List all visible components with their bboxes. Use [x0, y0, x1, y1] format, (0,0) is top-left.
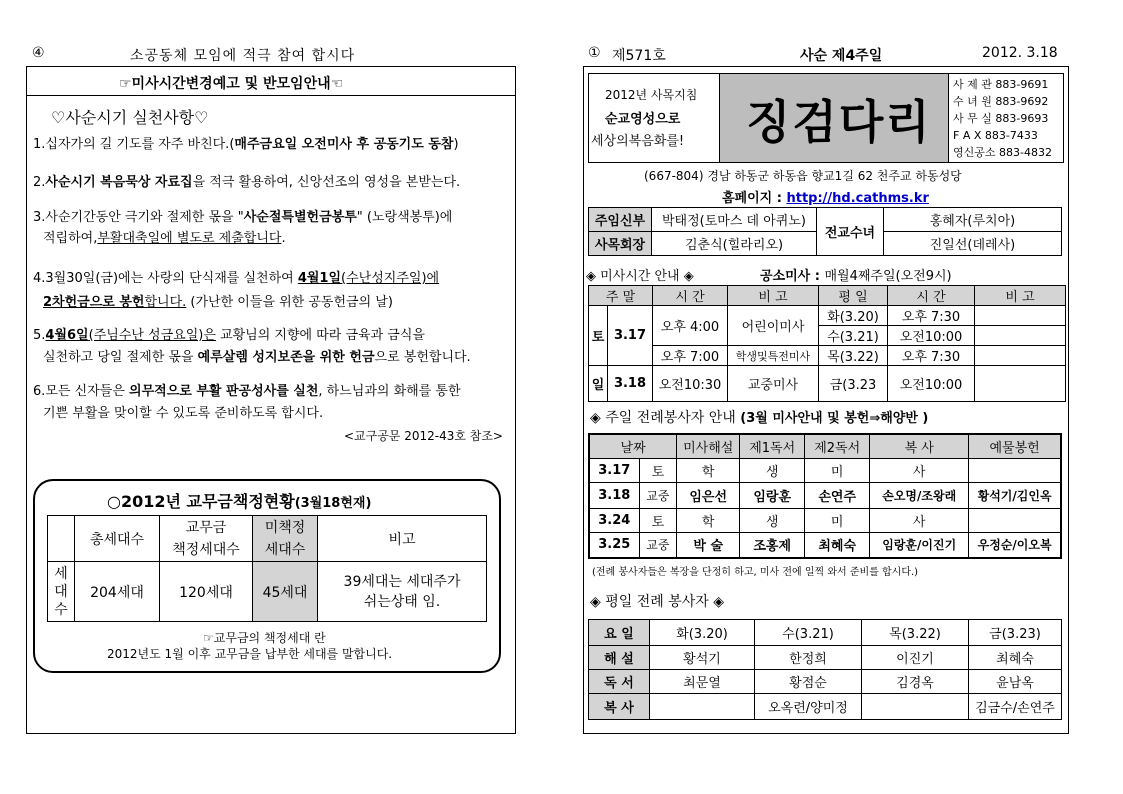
mass-h-time2: 시 간	[888, 286, 975, 306]
servers-r4-c3: 최혜숙	[805, 532, 870, 558]
wds-r3-c4: 김금수/손연주	[969, 694, 1062, 720]
servers-r4-type: 교중	[639, 532, 677, 558]
weekday-4-day: 금(3.23	[819, 366, 888, 402]
dues-title-main: ○2012년 교무금책정현황	[107, 492, 295, 511]
servers-r3-type: 토	[639, 508, 677, 532]
nun-label: 전교수녀	[817, 208, 884, 256]
item4-a: 4.3월30일(금)에는 사랑의 단식재를 실천하여	[33, 271, 298, 286]
phone-list	[953, 76, 1052, 161]
servers-h-reading1: 제1독서	[740, 434, 805, 458]
notice-title-underline	[27, 95, 515, 96]
wds-h-day: 요 일	[589, 620, 650, 646]
wds-r2-c3: 김경옥	[862, 670, 969, 694]
item1-a: 1.십자가의 길 기도를 자주 바친다.(	[33, 137, 235, 152]
homepage-link[interactable]: http://hd.cathms.kr	[786, 191, 929, 206]
weekday-3-note	[975, 346, 1066, 366]
servers-r4-c2: 조홍제	[740, 532, 805, 558]
servers-note: (전례 봉사자들은 복장을 단정히 하고, 미사 전에 일찍 와서 준비를 합시다.)	[592, 567, 919, 578]
mass-h-weekday: 평 일	[819, 286, 888, 306]
item5-e: 실천하고 당일 절제한 몫을	[43, 350, 198, 365]
dues-h-unset	[253, 516, 318, 562]
mass-sun-time: 오전10:30	[653, 366, 728, 402]
servers-r1-c1: 학	[677, 458, 740, 482]
council-name: 김춘식(힐라리오)	[652, 232, 817, 256]
weekday-1-day: 화(3.20)	[819, 306, 888, 326]
mass-h-note: 비 고	[728, 286, 819, 306]
parish-address: (667-804) 경남 하동군 하동읍 향교1길 62 천주교 하동성당	[644, 169, 962, 183]
practice-title: ♡사순시기 실천사항♡	[51, 108, 209, 127]
pastor-name: 박태정(토마스 데 아퀴노)	[652, 208, 817, 232]
item4-b: 4월1일	[297, 271, 342, 286]
mass-h-note2: 비 고	[975, 286, 1066, 306]
wds-r2-label: 독 서	[589, 670, 650, 694]
dues-title-date: (3월18현재)	[294, 496, 372, 511]
item6-d: 기쁜 부활을 맞이할 수 있도록 준비하도록 합시다.	[43, 406, 324, 421]
motto-line-3: 세상의복음화를!	[591, 134, 685, 149]
staff-table	[588, 207, 1062, 256]
weekday-4-note	[975, 366, 1066, 402]
phone-mission: 영신공소 883-4832	[953, 146, 1052, 159]
wds-r3-c3	[862, 694, 969, 720]
servers-h-acolyte: 복 사	[870, 434, 969, 458]
servers-r3-c2: 생	[740, 508, 805, 532]
issue-date: 2012. 3.18	[982, 45, 1058, 61]
servers-r2-type: 교중	[639, 482, 677, 508]
item6-a: 6.모든 신자들은	[33, 384, 130, 399]
item6-b: 의무적으로 부활 판공성사를 실천	[129, 384, 319, 399]
dues-foot-1: ☞교무금의 책정세대 란	[203, 631, 326, 645]
dues-h-unset-2: 세대수	[264, 541, 306, 558]
mass-title: ◈ 미사시간 안내 ◈	[586, 269, 694, 284]
dues-h-unset-1: 미책정	[264, 519, 306, 536]
servers-r3-c1: 학	[677, 508, 740, 532]
dues-box	[33, 479, 501, 673]
practice-item-3	[33, 207, 452, 249]
servers-table	[588, 433, 1062, 559]
item5-g: 으로 봉헌합니다.	[374, 350, 471, 365]
servers-r3-date: 3.24	[589, 508, 639, 532]
servers-r1-c4: 사	[870, 458, 969, 482]
wds-day-1: 화(3.20)	[650, 620, 755, 646]
practice-item-5	[33, 325, 471, 369]
practice-item-1	[33, 133, 459, 152]
weekday-3-day: 목(3.22)	[819, 346, 888, 366]
wds-r1-c3: 이진기	[862, 646, 969, 670]
dues-v-total: 204세대	[75, 562, 160, 622]
mass-sat-label: 토	[589, 306, 608, 366]
logo-text: 징검다리	[746, 95, 932, 149]
dues-corner-cell	[48, 516, 75, 562]
practice-item-2	[33, 171, 460, 190]
item2-b: 사순시기 복음묵상 자료집	[45, 175, 193, 190]
item3-f: .	[281, 231, 286, 246]
dues-table	[47, 515, 487, 622]
item5-a: 5.	[33, 328, 46, 343]
weekday-servers-table	[588, 619, 1062, 720]
wds-r2-c1: 최문열	[650, 670, 755, 694]
notice-title: ☞미사시간변경예고 및 반모임안내☜	[119, 76, 344, 92]
item3-c: " (노랑색봉투)에	[356, 210, 453, 225]
wds-r3-c1	[650, 694, 755, 720]
liturgical-week: 사순 제4주일	[800, 48, 883, 64]
dues-h-set	[160, 516, 253, 562]
motto-box	[589, 74, 720, 162]
mass-table	[588, 285, 1066, 402]
servers-r3-c5	[969, 508, 1061, 532]
mass-h-weekend: 주 말	[589, 286, 653, 306]
servers-r1-type: 토	[639, 458, 677, 482]
phone-office: 사 무 실 883-9693	[953, 112, 1049, 125]
servers-r4-c5: 우정순/이오복	[969, 532, 1061, 558]
servers-r2-date: 3.18	[589, 482, 639, 508]
dues-h-set-2: 책정세대수	[172, 541, 240, 558]
homepage	[722, 187, 929, 206]
phone-rectory: 사 제 관 883-9691	[953, 78, 1049, 91]
wds-day-3: 목(3.22)	[862, 620, 969, 646]
weekday-servers-title: ◈ 평일 전례 봉사자 ◈	[590, 594, 725, 610]
item5-d: 교황님의 지향에 따라 금육과 금식을	[215, 328, 425, 343]
wds-day-4: 금(3.23)	[969, 620, 1062, 646]
servers-title-sub: (3월 미사안내 및 봉헌⇒해양반 )	[740, 411, 929, 426]
wds-day-2: 수(3.21)	[755, 620, 862, 646]
item6-c: , 하느님과의 화해를 통한	[318, 384, 461, 399]
weekday-2-day: 수(3.21)	[819, 326, 888, 346]
motto-line-2: 순교영성으로	[605, 112, 681, 127]
wds-r1-label: 해 설	[589, 646, 650, 670]
dues-row-label-1: 세	[54, 565, 68, 582]
practice-item-4	[33, 267, 439, 315]
servers-r1-date: 3.17	[589, 458, 639, 482]
servers-r4-date: 3.25	[589, 532, 639, 558]
reference-note: <교구공문 2012-43호 참조>	[343, 429, 503, 443]
servers-r1-c5	[969, 458, 1061, 482]
mass-sun-label: 일	[589, 366, 608, 402]
servers-r2-c5: 황석기/김인옥	[969, 482, 1061, 508]
servers-r2-c3: 손연주	[805, 482, 870, 508]
wds-r3-c2: 오옥련/양미정	[755, 694, 862, 720]
dues-row-label-3: 수	[54, 601, 68, 618]
item5-f: 예루살렘 성지보존을 위한 헌금	[197, 350, 375, 365]
dues-row-label-2: 대	[54, 583, 68, 600]
servers-h-commentary: 미사해설	[677, 434, 740, 458]
servers-r4-c4: 임랑훈/이진기	[870, 532, 969, 558]
homepage-label: 홈페이지 :	[722, 191, 787, 206]
council-label: 사목회장	[589, 232, 652, 256]
left-header-title: 소공동체 모임에 적극 참여 합시다	[130, 48, 356, 64]
mass-sat-note-1: 어린이미사	[728, 306, 819, 346]
mass-h-time: 시 간	[653, 286, 728, 306]
item2-a: 2.	[33, 175, 46, 190]
wds-r1-c2: 한정희	[755, 646, 862, 670]
dues-h-note: 비고	[318, 516, 487, 562]
dues-v-note	[318, 562, 487, 622]
dues-v-note-1: 39세대는 세대주가	[343, 573, 461, 590]
item4-f: (가난한 이들을 위한 공동헌금의 날)	[186, 295, 393, 310]
item4-d: 2차헌금으로 봉헌	[43, 295, 145, 310]
dues-h-set-1: 교무금	[185, 519, 227, 536]
wds-r3-label: 복 사	[589, 694, 650, 720]
servers-r2-c4: 손오명/조왕래	[870, 482, 969, 508]
item4-e: 합니다.	[144, 295, 187, 310]
dues-row-label	[48, 562, 75, 622]
dues-v-unset: 45세대	[253, 562, 318, 622]
issue-number: 제571호	[612, 48, 666, 64]
servers-h-offertory: 예물봉헌	[969, 434, 1061, 458]
phone-fax: F A X 883-7433	[953, 129, 1038, 142]
item2-c: 을 적극 활용하여, 신앙선조의 영성을 본받는다.	[192, 175, 461, 190]
practice-item-6	[33, 381, 461, 425]
mass-sun-note: 교중미사	[728, 366, 819, 402]
dues-v-set: 120세대	[160, 562, 253, 622]
servers-r2-c2: 임랑훈	[740, 482, 805, 508]
wds-r1-c1: 황석기	[650, 646, 755, 670]
servers-r4-c1: 박 술	[677, 532, 740, 558]
servers-r3-c3: 미	[805, 508, 870, 532]
item3-a: 3.사순기간동안 극기와 절제한 몫을 "	[33, 210, 244, 225]
weekday-4-time: 오전10:00	[888, 366, 975, 402]
mission-mass-value: 매월4째주일(오전9시)	[824, 269, 952, 284]
item1-b: 매주금요일 오전미사 후 공동기도 동참	[234, 137, 454, 152]
item3-b: 사순절특별헌금봉투	[243, 210, 357, 225]
item3-d: 적립하여,	[43, 231, 98, 246]
weekday-2-note	[975, 326, 1066, 346]
mass-sun-date: 3.18	[608, 366, 653, 402]
dues-h-total: 총세대수	[75, 516, 160, 562]
motto-line-1: 2012년 사목지침	[605, 88, 698, 102]
dues-title	[107, 489, 371, 512]
mission-mass	[760, 265, 952, 284]
servers-title	[590, 407, 928, 427]
wds-r2-c2: 황점순	[755, 670, 862, 694]
phone-convent: 수 녀 원 883-9692	[953, 95, 1049, 108]
nun-name-1: 홍혜자(루치아)	[884, 208, 1062, 232]
wds-r1-c4: 최혜숙	[969, 646, 1062, 670]
mass-sat-time-2: 오후 7:00	[653, 346, 728, 366]
mass-sat-note-2: 학생및특전미사	[728, 346, 819, 366]
pastor-label: 주임신부	[589, 208, 652, 232]
item5-c: (주님수난 성금요일)은	[88, 328, 216, 343]
mass-sat-time-1: 오후 4:00	[653, 306, 728, 346]
servers-h-date: 날짜	[589, 434, 677, 458]
weekday-1-note	[975, 306, 1066, 326]
item1-c: )	[453, 137, 459, 152]
right-page-number: ①	[588, 45, 601, 61]
left-frame	[26, 66, 516, 734]
item5-b: 4월6일	[45, 328, 89, 343]
logo-box	[720, 74, 949, 162]
servers-r2-c1: 임은선	[677, 482, 740, 508]
item4-c: (수난성지주일)에	[341, 271, 440, 286]
weekday-1-time: 오후 7:30	[888, 306, 975, 326]
weekday-2-time: 오전10:00	[888, 326, 975, 346]
servers-r1-c2: 생	[740, 458, 805, 482]
mission-mass-label: 공소미사 :	[760, 269, 825, 284]
right-frame	[583, 66, 1069, 734]
mass-sat-date: 3.17	[608, 306, 653, 366]
weekday-3-time: 오후 7:30	[888, 346, 975, 366]
servers-r3-c4: 사	[870, 508, 969, 532]
servers-h-reading2: 제2독서	[805, 434, 870, 458]
nun-name-2: 진일선(데레사)	[884, 232, 1062, 256]
left-page-number: ④	[32, 45, 45, 61]
masthead	[588, 73, 1064, 163]
item3-e: 부활대축일에 별도로 제출합니다	[97, 231, 282, 246]
servers-r1-c3: 미	[805, 458, 870, 482]
dues-foot-2: 2012년도 1월 이후 교무금을 납부한 세대를 말합니다.	[107, 647, 393, 661]
wds-r2-c4: 윤남옥	[969, 670, 1062, 694]
servers-title-main: ◈ 주일 전례봉사자 안내	[590, 410, 741, 426]
dues-v-note-2: 쉬는상태 임.	[363, 593, 441, 610]
